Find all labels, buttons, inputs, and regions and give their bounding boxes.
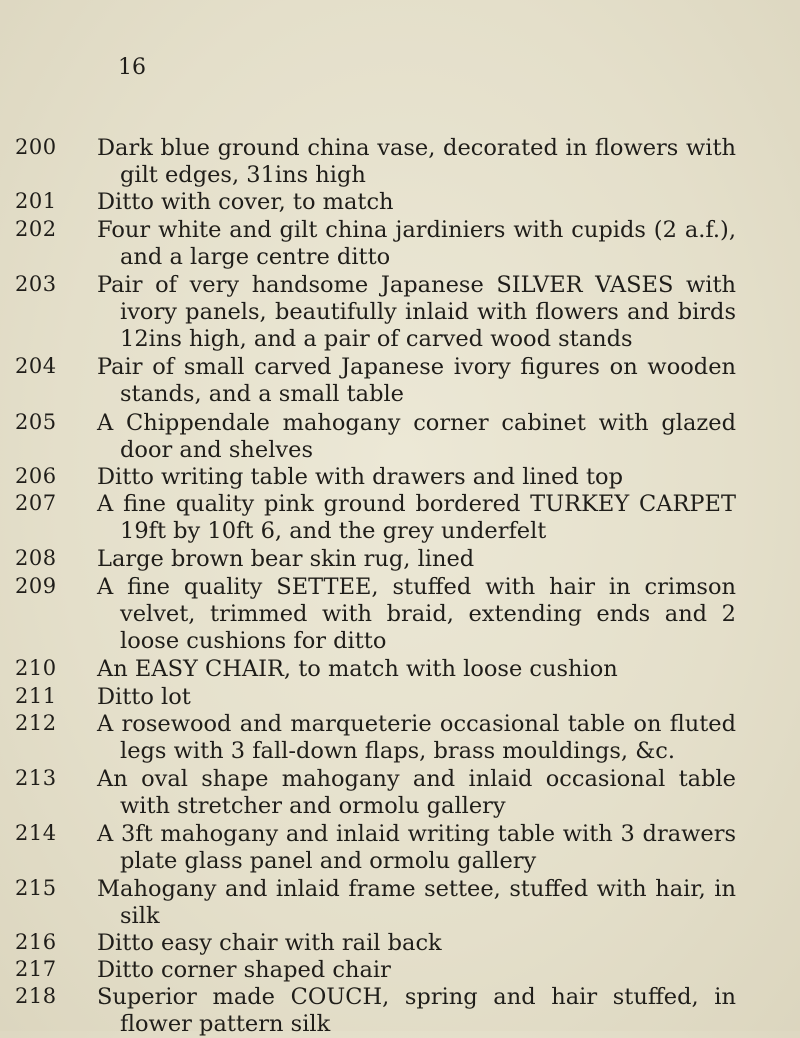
lot-number: 216 (15, 930, 57, 954)
lot-description: Four white and gilt china jardiniers with cupids (2 a.f.), and a large centre ditto (97, 217, 736, 270)
lot-description: Large brown bear skin rug, lined (97, 546, 475, 572)
lot-number: 209 (15, 574, 57, 598)
lot-description: Pair of small carved Japanese ivory figures on wooden stands, and a small table (97, 354, 736, 407)
page-number: 16 (118, 55, 146, 80)
lot-description: A 3ft mahogany and inlaid writing table with 3 drawers plate glass panel and ormolu gallery (97, 821, 736, 874)
lot-number: 202 (15, 217, 57, 241)
lot-description: Mahogany and inlaid frame settee, stuffed with hair, in silk (97, 876, 736, 929)
lot-description: A Chippendale mahogany corner cabinet with glazed door and shelves (97, 410, 736, 463)
lot-number: 214 (15, 821, 57, 845)
lot-description: Ditto with cover, to match (97, 189, 394, 215)
lot-number: 207 (15, 491, 57, 515)
lot-description: Ditto writing table with drawers and lined top (97, 464, 623, 490)
lot-number: 210 (15, 656, 57, 680)
lot-number: 213 (15, 766, 57, 790)
lot-description: Ditto lot (97, 684, 191, 710)
lot-description: A rosewood and marqueterie occasional table on fluted legs with 3 fall-down flaps, brass mouldings, &c. (97, 711, 736, 764)
lot-number: 203 (15, 272, 57, 296)
lot-number: 201 (15, 189, 57, 213)
lot-number: 205 (15, 410, 57, 434)
lot-description: A fine quality pink ground bordered TURKEY CARPET 19ft by 10ft 6, and the grey underfelt (97, 491, 736, 544)
lot-number: 215 (15, 876, 57, 900)
lot-number: 206 (15, 464, 57, 488)
lot-description: An oval shape mahogany and inlaid occasional table with stretcher and ormolu gallery (97, 766, 736, 819)
lot-number: 217 (15, 957, 57, 981)
lot-number: 211 (15, 684, 57, 708)
lot-description: Superior made COUCH, spring and hair stuffed, in flower pattern silk (97, 984, 736, 1037)
lot-description: An EASY CHAIR, to match with loose cushion (97, 656, 618, 682)
lot-number: 218 (15, 984, 57, 1008)
lot-description: Dark blue ground china vase, decorated in flowers with gilt edges, 31ins high (97, 135, 736, 188)
lot-description: A fine quality SETTEE, stuffed with hair in crimson velvet, trimmed with braid, extending ends and 2 loose cushions for ditto (97, 574, 736, 654)
lot-number: 200 (15, 135, 57, 159)
lot-number: 204 (15, 354, 57, 378)
lot-description: Ditto corner shaped chair (97, 957, 391, 983)
lot-number: 208 (15, 546, 57, 570)
lot-number: 212 (15, 711, 57, 735)
lot-description: Pair of very handsome Japanese SILVER VASES with ivory panels, beautifully inlaid with flowers and birds 12ins high, and a pair of carved wood stands (97, 272, 736, 352)
lot-description: Ditto easy chair with rail back (97, 930, 442, 956)
